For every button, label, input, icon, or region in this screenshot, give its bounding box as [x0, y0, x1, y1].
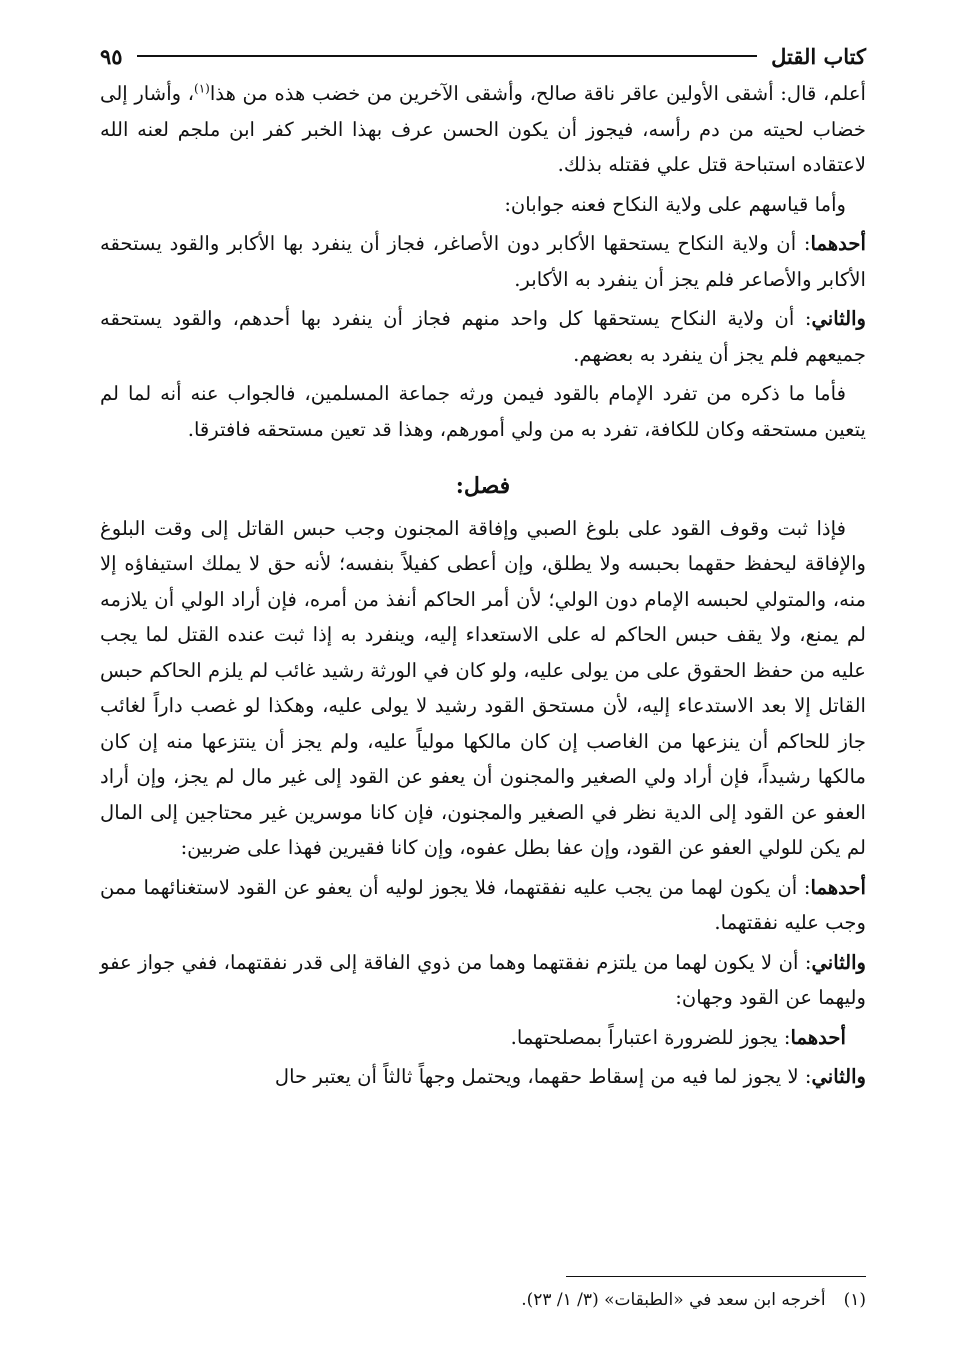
lead-word: والثاني [811, 1065, 866, 1088]
paragraph-4: والثاني: أن ولاية النكاح يستحقها كل واحد منهم فجاز أن ينفرد بها أحدهم، والقود يستحقه جميعهم فلم يجز أن ينفرد به بعضهم. [100, 307, 866, 366]
footnote-rule [566, 1276, 866, 1277]
lead-word: أحدهما [810, 232, 866, 255]
page-number: ٩٥ [100, 43, 123, 69]
header-rule [137, 55, 758, 57]
paragraph-5: فأما ما ذكره من تفرد الإمام بالقود فيمن ورثه جماعة المسلمين، فالجواب عنه أنه لما لم يتعين مستحقه وكان للكافة، تفرد به من ولي أمورهم، وهذا قد تعين مستحقه فافترقا. [100, 382, 866, 441]
lead-word: والثاني [811, 950, 866, 974]
paragraph-2: وأما قياسهم على ولاية النكاح فعنه جوابان: [504, 192, 846, 216]
section-paragraph-1: فإذا ثبت وقوف القود على بلوغ الصبي وإفاقة المجنون وجب حبس القاتل إلى وقت البلوغ والإفاقة ليحفظ حقهما بحبسه ولا يطلق، وإن أعطى كفيلاً بنفسه؛ لأنه حق لا يملك استيفاؤه إلا منه، والمتولي لحبسه الإمام دون الولي؛ لأن أمر الحاكم أنفذ من أمره، فإن أراد الولي أن يلازمه لم يمنع، ولا يقف حبس الحاكم له على الاستعداء إليه، وينفرد به إذا ثبت عنده القتل لما يجب عليه من حفظ الحقوق على من يولى عليه، ولو كان في الورثة رشيد غائب لم يلزم الحاكم حبس القاتل إلا بعد الاستدعاء إليه، لأن مستحق القود رشيد لا يولى عليه، وهكذا لو غصب داراً لغائب جاز للحاكم أن ينزعها من الغاصب إن كان مالكها مولياً عليه، ولم يجز أن ينتزعها منه إن كان مالكها رشيداً، فإن أراد ولي الصغير والمجنون أن يعفو عن القود إلى غير مال لم يجز، وإن أراد العفو عن القود إلى الدية نظر في الصغير والمجنون، فإن كانا موسرين غير محتاجين إلى المال لم يكن للولي العفو عن القود، وإن عفا بطل عفوه، وإن كانا فقيرين فهذا على ضربين: [100, 516, 866, 859]
running-title: كتاب القتل [771, 43, 866, 69]
footnote-text: أخرجه ابن سعد في «الطبقات» (٣/ ١/ ٢٣). [521, 1290, 826, 1310]
footnote [100, 1290, 866, 1310]
section-paragraph-5: والثاني: لا يجوز لما فيه من إسقاط حقهما، ويحتمل وجهاً ثالثاً أن يعتبر حال [274, 1065, 866, 1088]
footnote-reference: (١) [194, 81, 210, 96]
lead-word: أحدهما [810, 875, 866, 899]
section-paragraph-3: والثاني: أن لا يكون لهما من يلتزم نفقتهما وهما من ذوي الفاقة إلى قدر نفقتهما، ففي جواز عفو وليهما عن القود وجهان: [100, 950, 866, 1009]
section-paragraph-4: أحدهما: يجوز للضرورة اعتباراً بمصلحتهما. [510, 1025, 846, 1049]
footnote-number: (١) [843, 1290, 866, 1310]
page-header [100, 36, 866, 76]
lead-word: والثاني [811, 307, 866, 330]
main-text [100, 76, 866, 1095]
section-paragraph-2: أحدهما: أن يكون لهما من يجب عليه نفقتهما، فلا يجوز لوليه أن يعفو عن القود لاستغنائهما ممن وجب عليه نفقتهما. [100, 875, 866, 934]
paragraph-3: أحدهما: أن ولاية النكاح يستحقها الأكابر دون الأصاغر، فجاز أن ينفرد بها الأكابر والقود يستحقه الأكابر والأصاعر فلم يجز أن ينفرد به الأكابر. [100, 232, 866, 291]
paragraph-1: أعلم، قال: أشقى الأولين عاقر ناقة صالح، وأشقى الآخرين من خضب هذه من هذا$^{(١)}$، وأشار إلى خضاب لحيته من دم رأسه، فيجوز أن يكون الحسن عرف بهذا الخبر كفر ابن ملجم لعنه الله لاعتقاده استباحة قتل علي فقتله بذلك. [100, 81, 866, 176]
section-heading: فصل: [455, 473, 511, 499]
lead-word: أحدهما [790, 1025, 846, 1049]
